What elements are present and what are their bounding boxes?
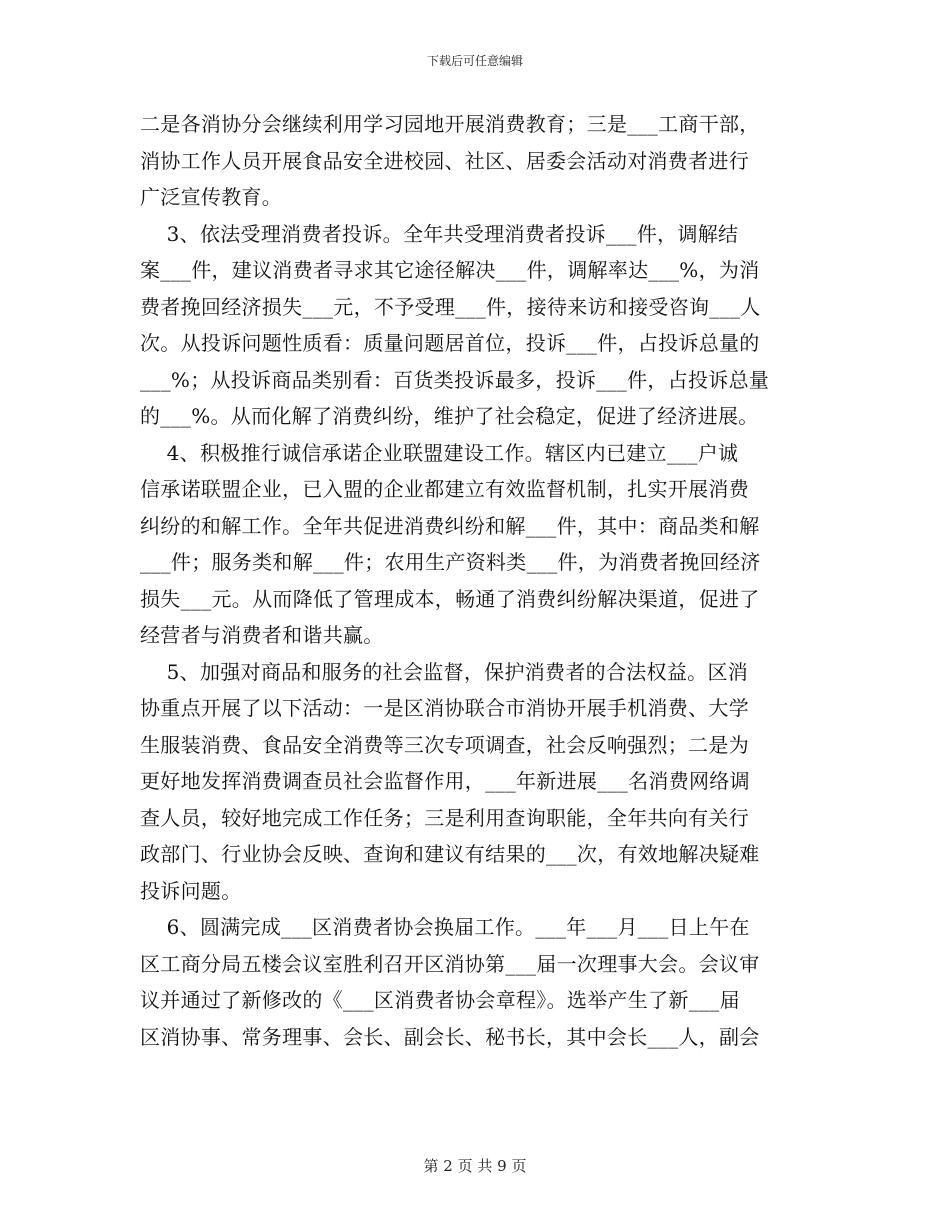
document-body (140, 106, 830, 1055)
text-line: 投诉问题。 (140, 878, 242, 903)
text-line: 损失___元。从而降低了管理成本，畅通了消费纠纷解决渠道，促进了 (140, 586, 760, 611)
text-line: 经营者与消费者和谐共赢。 (140, 623, 384, 647)
text-line: 消协工作人员开展食品安全进校园、社区、居委会活动对消费者进行 (140, 148, 749, 173)
text-line: 广泛宣传教育。 (140, 185, 283, 209)
text-line: 6、圆满完成___区消费者协会换届工作。___年___月___日上午在 (140, 915, 750, 939)
text-line: 政部门、行业协会反映、查询和建议有结果的___次，有效地解决疑难 (140, 842, 760, 866)
text-line: 3、依法受理消费者投诉。全年共受理消费者投诉___件，调解结 (140, 221, 739, 246)
text-line: 信承诺联盟企业，已入盟的企业都建立有效监督机制，扎实开展消费 (140, 477, 749, 501)
text-line: 次。从投诉问题性质看：质量问题居首位，投诉___件，占投诉总量的 (140, 331, 760, 355)
text-line: 查人员，较好地完成工作任务；三是利用查询职能，全年共向有关行 (140, 805, 749, 830)
text-line: 议并通过了新修改的《___区消费者协会章程》。选举产生了新___届 (140, 988, 740, 1012)
text-line: 协重点开展了以下活动：一是区消协联合市消协开展手机消费、大学 (140, 696, 749, 720)
header-note: 下载后可任意编辑 (426, 54, 523, 68)
text-line: 案___件，建议消费者寻求其它途径解决___件，调解率达___%，为消 (140, 258, 760, 282)
text-line: 4、积极推行诚信承诺企业联盟建设工作。辖区内已建立___户诚 (140, 440, 739, 465)
text-line: 二是各消协分会继续利用学习园地开展消费教育；三是___工商干部， (140, 112, 760, 136)
text-line: ___%；从投诉商品类别看：百货类投诉最多，投诉___件，占投诉总量 (140, 367, 770, 392)
text-line: 更好地发挥消费调查员社会监督作用，___年新进展___名消费网络调 (140, 769, 750, 793)
text-line: 5、加强对商品和服务的社会监督，保护消费者的合法权益。区消 (140, 659, 749, 684)
page-number-footer: 第 2 页 共 9 页 (423, 1157, 527, 1175)
text-line: ___件；服务类和解___件；农用生产资料类___件，为消费者挽回经济 (140, 550, 761, 574)
text-line: 费者挽回经济损失___元，不予受理___件，接待来访和接受咨询___人 (140, 294, 761, 319)
text-line: 纠纷的和解工作。全年共促进消费纠纷和解___件，其中：商品类和解 (140, 513, 760, 538)
text-line: 区消协事、常务理事、会长、副会长、秘书长，其中会长___人，副会 (140, 1024, 760, 1049)
text-line: 生服装消费、食品安全消费等三次专项调查，社会反响强烈；二是为 (140, 732, 749, 757)
text-line: 区工商分局五楼会议室胜利召开区消协第___届一次理事大会。会议审 (140, 951, 760, 976)
text-line: 的___%。从而化解了消费纠纷，维护了社会稳定，促进了经济进展。 (140, 404, 759, 428)
